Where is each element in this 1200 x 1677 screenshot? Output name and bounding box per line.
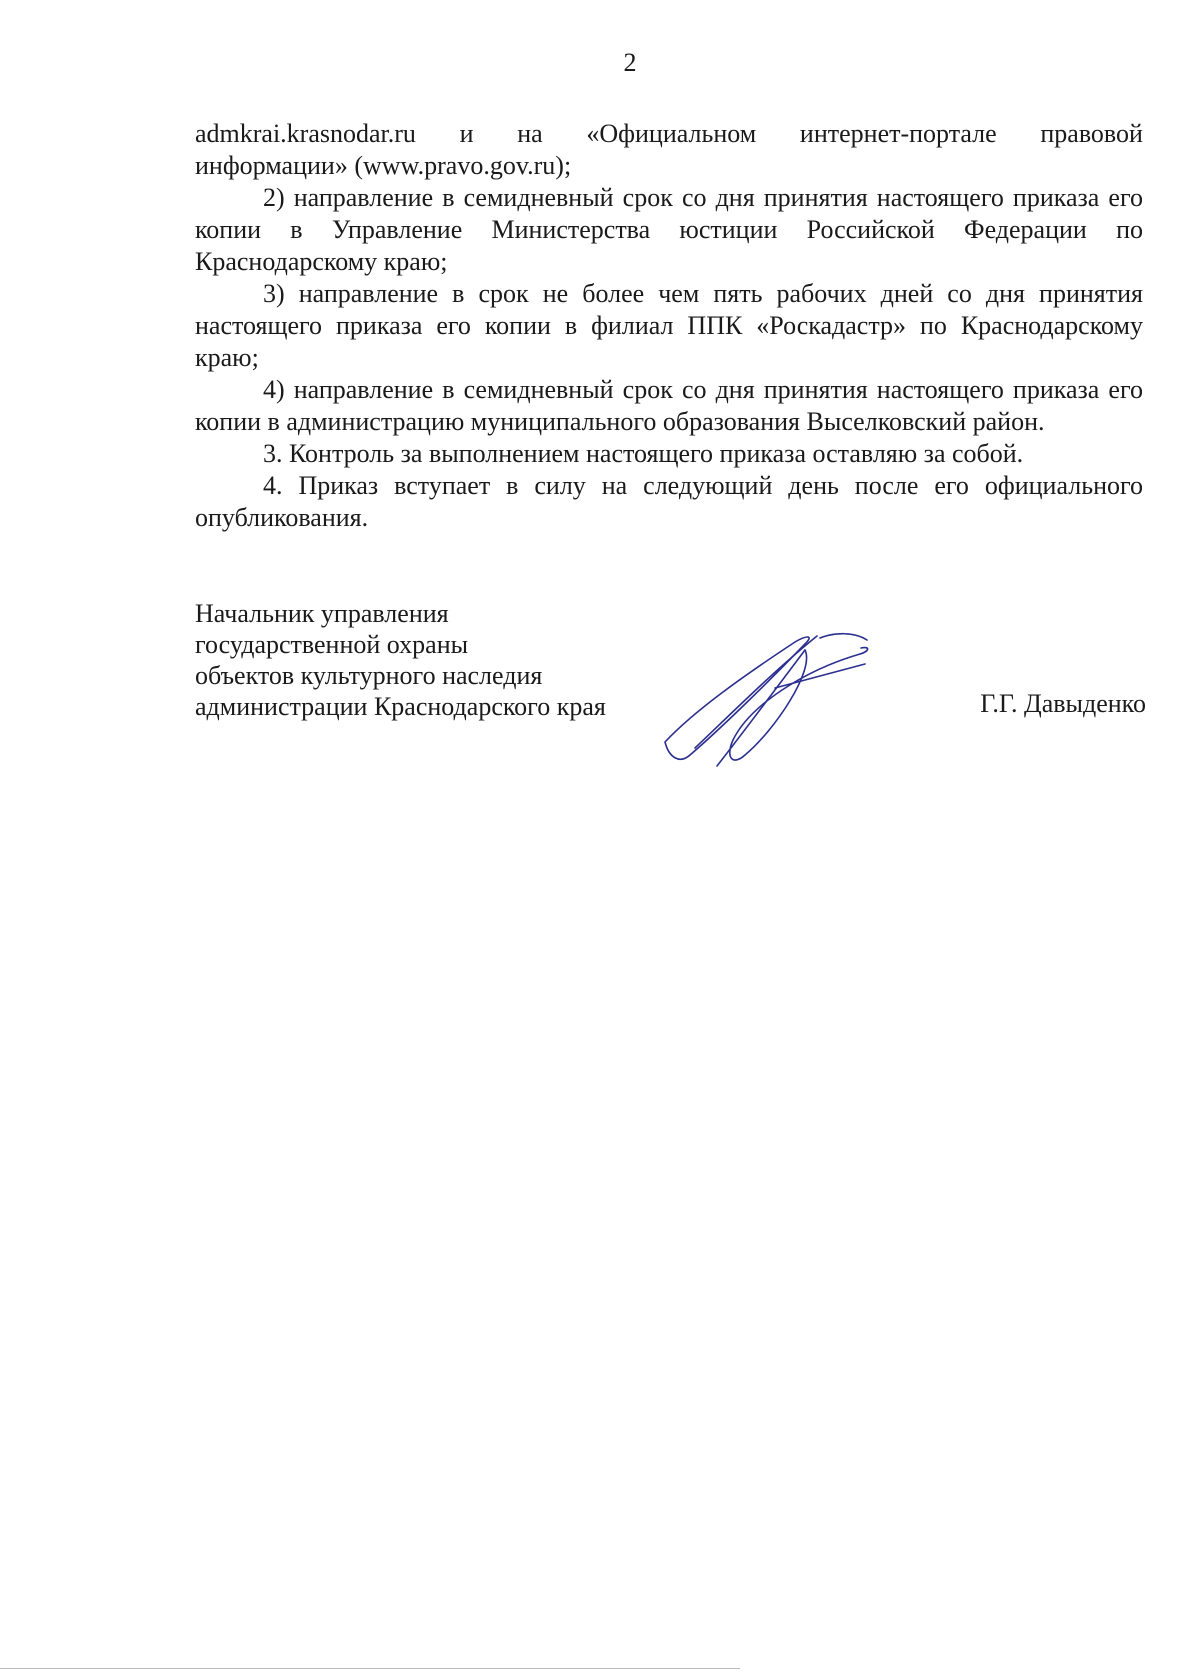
scan-edge-line — [0, 1668, 740, 1669]
position-line: Начальник управления — [195, 599, 449, 628]
justified-first-line — [195, 118, 1143, 150]
paragraph-control: 3. Контроль за выполнением настоящего приказа оставляю за собой. — [263, 439, 1024, 468]
position-line: объектов культурного наследия — [195, 661, 543, 690]
paragraph-item-3: 3) направление в срок не более чем пять рабочих дней со дня принятия настоящего приказа его копии в филиал ППК «Роскадастр» по Краснодарскому краю; — [195, 279, 1143, 372]
paragraph-continuation-text: информации» (www.pravo.gov.ru); — [195, 151, 572, 180]
word: admkrai.krasnodar.ru — [195, 119, 416, 148]
word: интернет-портале — [799, 119, 997, 148]
word: «Официальном — [586, 119, 757, 148]
position-line: государственной охраны — [195, 630, 469, 659]
word: и — [459, 119, 474, 148]
paragraph-effective: 4. Приказ вступает в силу на следующий день после его официального опубликования. — [195, 471, 1143, 532]
signer-name: Г.Г. Давыденко — [980, 689, 1146, 718]
paragraph-item-4: 4) направление в семидневный срок со дня принятия настоящего приказа его копии в администрацию муниципального образования Выселковский район. — [195, 375, 1143, 436]
position-line: администрации Краснодарского края — [195, 692, 606, 721]
handwritten-signature — [655, 630, 875, 770]
word: правовой — [1040, 119, 1143, 148]
document-body — [195, 118, 1143, 534]
word: на — [517, 119, 543, 148]
paragraph-continuation — [195, 118, 1143, 182]
paragraph-item-2: 2) направление в семидневный срок со дня принятия настоящего приказа его копии в Управление Министерства юстиции Российской Федерации по Краснодарскому краю; — [195, 183, 1143, 276]
page-number: 2 — [623, 48, 637, 77]
